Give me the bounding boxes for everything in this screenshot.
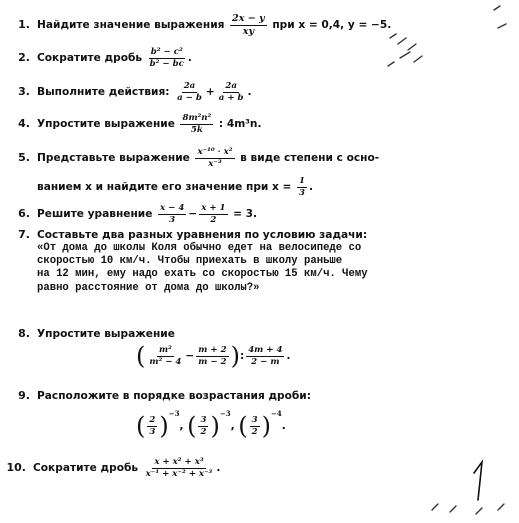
task-7 [8, 229, 367, 241]
operator: − [188, 208, 198, 221]
fraction-numerator: 2x − y [232, 13, 265, 24]
task-text-tail: . [247, 86, 252, 99]
fraction-numerator: b² − c² [150, 47, 183, 57]
problem-line: скоростью 10 км/ч. Чтобы приехать в школу раньше [37, 255, 343, 268]
fraction-3 [246, 346, 284, 366]
fraction-numerator: 2a [225, 81, 237, 91]
fraction-denominator: 3 [149, 426, 156, 437]
paren-close: ) [159, 412, 169, 440]
fraction [148, 48, 186, 68]
fraction-denominator: a + b [218, 92, 244, 103]
task-number: 4. [18, 117, 30, 131]
exponent: −3 [168, 409, 180, 418]
fraction-denominator: 2 [210, 214, 217, 225]
task-number: 6. [18, 207, 30, 221]
operator: + [205, 86, 215, 99]
task-text-tail: . [281, 420, 286, 432]
task-7-problem [37, 242, 368, 295]
problem-line: на 12 мин, ему надо ехать со скоростью 15 км/ч. Чему [37, 268, 368, 281]
separator: , [179, 420, 184, 432]
task-2 [8, 48, 192, 68]
task-text-tail: . [309, 181, 314, 194]
fraction-denominator: m² − 4 [149, 356, 182, 367]
fraction-2 [199, 204, 227, 224]
fraction-denominator: x⁻¹ + x⁻² + x⁻³ [145, 468, 213, 479]
task-text-tail: : 4m³n. [218, 118, 262, 131]
value-fraction [297, 177, 307, 197]
fraction-denominator: a − b [177, 92, 202, 103]
task-text: Упростите выражение [37, 328, 175, 340]
paren-open: ( [136, 342, 146, 370]
task-8-expression [136, 344, 290, 368]
task-text: Расположите в порядке возрастания дроби: [37, 390, 311, 402]
fraction-denominator: b² − bc [149, 58, 184, 69]
task-number: 1. [18, 18, 30, 32]
task-9-fractions [136, 410, 286, 438]
paren-close: ) [210, 412, 220, 440]
task-number: 5. [18, 151, 30, 165]
problem-line: равно расстояние от дома до школы?» [37, 281, 260, 294]
task-text: Решите уравнение [37, 208, 153, 221]
task-number: 10. [6, 461, 26, 475]
fraction [144, 458, 215, 478]
fraction-denominator: 3 [169, 214, 176, 225]
task-3 [8, 82, 252, 102]
fraction-denominator: 2 − m [251, 356, 280, 367]
paren-open: ( [136, 412, 146, 440]
fraction [230, 14, 267, 36]
task-text: Упростите выражение [37, 118, 175, 131]
fraction-1 [175, 82, 204, 102]
task-text-continued: в виде степени с осно- [240, 152, 380, 165]
task-8 [8, 328, 175, 340]
fraction-numerator: 2a [183, 81, 196, 91]
scan-marks [380, 0, 519, 523]
task-number: 3. [18, 85, 30, 99]
handwritten-mark [474, 462, 482, 500]
task-text: Найдите значение выражения [37, 19, 225, 32]
fraction-numerator: m + 2 [198, 344, 227, 355]
task-text: Сократите дробь [33, 462, 139, 475]
division-sign: : [239, 350, 245, 362]
fraction-numerator: 4m + 4 [248, 344, 283, 355]
fraction [195, 148, 234, 168]
task-text-tail: при x = 0,4, y = −5. [272, 19, 392, 32]
paren-open: ( [238, 412, 248, 440]
fraction-denominator: m − 2 [198, 356, 227, 367]
task-number: 7. [18, 228, 30, 241]
task-5 [8, 148, 379, 168]
fraction-numerator: 2 [149, 414, 156, 425]
task-6 [8, 204, 257, 224]
fraction-b [198, 416, 208, 436]
fraction [180, 114, 213, 134]
task-text-tail: . [187, 52, 192, 65]
task-text: ванием x и найдите его значение при x = [37, 181, 292, 194]
fraction-2 [196, 346, 228, 366]
task-1 [8, 14, 391, 36]
fraction-1 [147, 346, 183, 366]
fraction-numerator: x − 4 [160, 203, 185, 213]
fraction-numerator: 3 [251, 414, 258, 425]
fraction-2 [217, 82, 246, 102]
fraction-a [147, 416, 157, 436]
task-10 [4, 458, 220, 478]
fraction-denominator: 5k [190, 124, 203, 135]
paren-open: ( [187, 412, 197, 440]
fraction-numerator: 1 [299, 176, 306, 186]
task-text-tail: . [286, 350, 291, 362]
fraction-numerator: x + 1 [201, 203, 226, 213]
fraction-numerator: m² [158, 344, 172, 355]
task-5-line-2 [37, 177, 313, 197]
paren-close: ) [230, 342, 240, 370]
operator: − [185, 350, 195, 362]
task-number: 2. [18, 51, 30, 65]
fraction-numerator: 8m²n² [182, 113, 212, 123]
separator: , [230, 420, 235, 432]
fraction-numerator: x + x² + x³ [154, 457, 204, 467]
paren-close: ) [261, 412, 271, 440]
task-number: 8. [18, 327, 30, 340]
fraction-denominator: x⁻³ [208, 158, 222, 169]
task-number: 9. [18, 389, 30, 402]
fraction-denominator: xy [242, 25, 255, 37]
fraction-denominator: 2 [200, 426, 207, 437]
task-text: Сократите дробь [37, 52, 143, 65]
task-4 [8, 114, 261, 134]
fraction-1 [158, 204, 186, 224]
exponent: −4 [270, 409, 282, 418]
task-text-tail: . [216, 462, 221, 475]
fraction-denominator: 3 [299, 187, 306, 198]
fraction-numerator: x⁻¹⁰ · x² [197, 147, 233, 157]
fraction-denominator: 2 [251, 426, 258, 437]
task-text-tail: = 3. [233, 208, 258, 221]
fraction-c [250, 416, 260, 436]
task-9 [8, 390, 311, 402]
task-text: Составьте два разных уравнения по условию задачи: [37, 229, 368, 241]
task-text: Представьте выражение [37, 152, 190, 165]
task-text: Выполните действия: [37, 86, 170, 99]
fraction-numerator: 3 [200, 414, 207, 425]
problem-line: «От дома до школы Коля обычно едет на велосипеде со [37, 242, 362, 254]
exponent: −3 [219, 409, 231, 418]
